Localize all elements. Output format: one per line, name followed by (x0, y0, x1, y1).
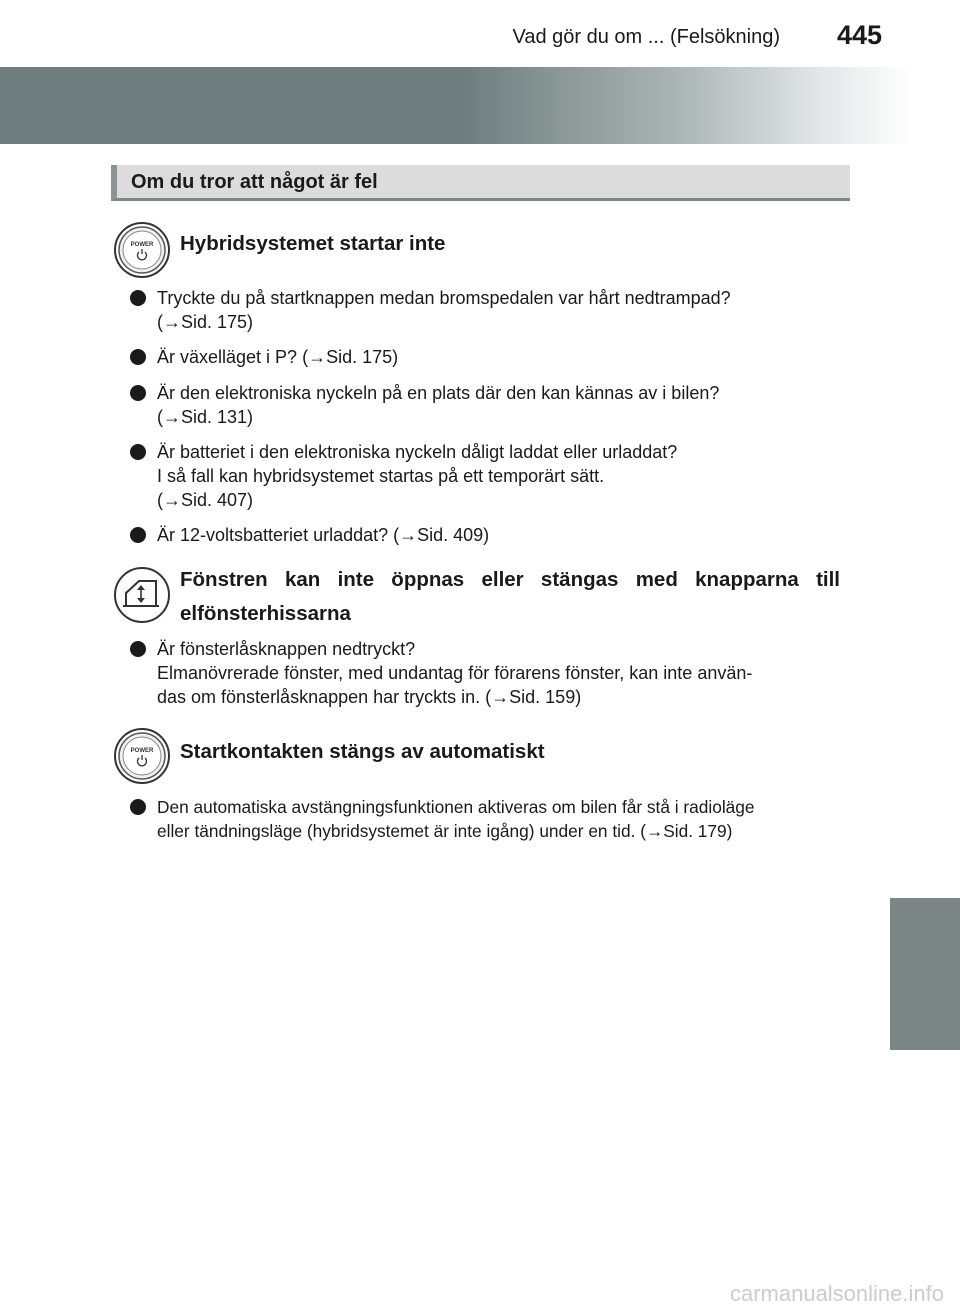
power-icon-label: POWER (130, 242, 154, 248)
header-banner (0, 67, 960, 144)
list-item: Är 12-voltsbatteriet urladdat? (→Sid. 409) (130, 523, 842, 547)
power-icon-label: POWER (130, 748, 154, 754)
topic-title: Fönstren kan inte öppnas eller stängas med knapparna till elfönsterhissarna (180, 568, 840, 625)
topic-title: Startkontakten stängs av automatiskt (180, 740, 545, 763)
bullet-icon (130, 385, 146, 401)
bullet-icon (130, 641, 146, 657)
page-number: 445 (836, 20, 882, 50)
section-heading (111, 165, 850, 201)
bullet-icon (130, 444, 146, 460)
window-switch-icon (113, 566, 171, 624)
list-item: Tryckte du på startknappen medan bromspedalen var hårt nedtrampad? (→Sid. 175) (130, 286, 842, 334)
list-item: Är växelläget i P? (→Sid. 175) (130, 345, 842, 369)
bullet-icon (130, 290, 146, 306)
power-button-icon (113, 221, 171, 279)
section-title: Om du tror att något är fel (131, 171, 378, 193)
list-item: Är den elektroniska nyckeln på en plats där den kan kännas av i bilen? (→Sid. 131) (130, 381, 842, 429)
power-button-icon (113, 727, 171, 785)
list-item: Är batteriet i den elektroniska nyckeln dåligt laddat eller urladdat? I så fall kan hybridsystemet startas på ett temporärt sätt. (→Sid. 407) (130, 440, 842, 512)
bullet-icon (130, 527, 146, 543)
watermark: carmanualsonline.info (729, 1281, 944, 1306)
topic-title: Hybridsystemet startar inte (180, 232, 446, 255)
running-header-title: Vad gör du om ... (Felsökning) (512, 26, 780, 48)
chapter-tab (890, 898, 960, 1050)
bullet-icon (130, 349, 146, 365)
list-item: Är fönsterlåsknappen nedtryckt? Elmanövrerade fönster, med undantag för förarens fönster, kan inte använ- das om fönsterlåsknappen har tryckts in. (→Sid. 159) (130, 637, 842, 709)
bullet-icon (130, 799, 146, 815)
list-item: Den automatiska avstängningsfunktionen aktiveras om bilen får stå i radioläge eller tändningsläge (hybridsystemet är inte igång) under en tid. (→Sid. 179) (130, 795, 842, 843)
